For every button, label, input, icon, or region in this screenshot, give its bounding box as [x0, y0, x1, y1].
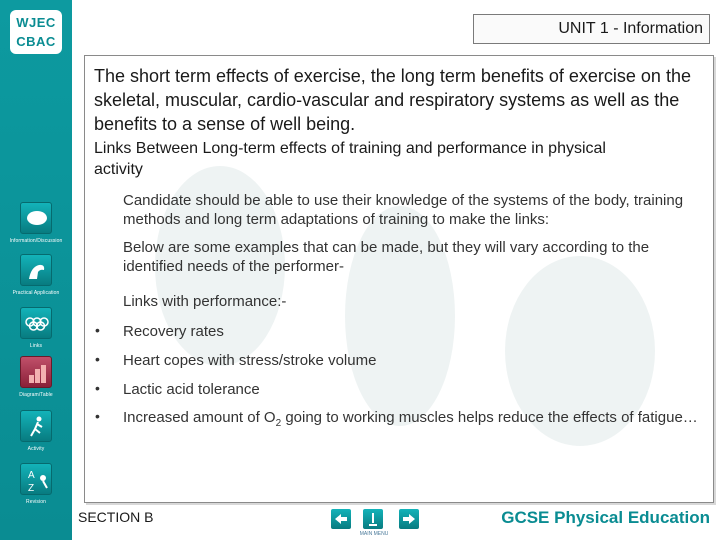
speech-bubble-icon[interactable]	[20, 202, 52, 234]
bullet-symbol: •	[95, 351, 100, 367]
bullet-text-sub: 2	[275, 418, 282, 429]
sidebar	[0, 0, 72, 540]
main-menu-icon[interactable]	[363, 509, 383, 529]
main-menu-label[interactable]: MAIN MENU	[359, 531, 389, 537]
section-label: SECTION B	[78, 509, 154, 525]
bullet-symbol: •	[95, 380, 100, 396]
sidebar-item-information[interactable]	[0, 202, 72, 244]
az-icon[interactable]	[20, 463, 52, 495]
sidebar-item-label: Activity	[27, 446, 45, 452]
previous-arrow-icon[interactable]	[331, 509, 351, 529]
logo-line-1: WJEC	[16, 15, 56, 30]
svg-text:Z: Z	[28, 483, 35, 494]
sidebar-item-label: Revision	[26, 499, 46, 505]
sidebar-item-label: Practical Application	[12, 290, 60, 296]
wjec-logo	[10, 10, 62, 54]
bullet-symbol: •	[95, 322, 100, 338]
next-arrow-icon[interactable]	[399, 509, 419, 529]
sidebar-item-diagram[interactable]	[0, 356, 72, 398]
page-subheading: Links Between Long-term effects of training and performance in physical activity	[94, 140, 606, 178]
arm-icon[interactable]	[20, 254, 52, 286]
sidebar-item-links[interactable]	[0, 307, 72, 349]
bar-chart-icon[interactable]	[20, 356, 52, 388]
bullet-item: Lactic acid tolerance	[123, 381, 260, 398]
unit-title: UNIT 1 - Information	[473, 14, 710, 44]
sidebar-item-revision[interactable]	[0, 463, 72, 505]
svg-text:A: A	[28, 470, 35, 481]
sidebar-item-activity[interactable]	[0, 410, 72, 452]
sidebar-item-label: Diagram/Table	[19, 392, 53, 398]
bullet-symbol: •	[95, 408, 100, 424]
sidebar-item-label: Information/Discussion	[9, 238, 63, 244]
logo-line-2: CBAC	[16, 34, 56, 49]
sidebar-item-label: Links	[29, 343, 43, 349]
runner-icon[interactable]	[20, 410, 52, 442]
bullet-text-pre: Increased amount of O	[123, 409, 276, 426]
paragraph-candidate: Candidate should be able to use their knowledge of the systems of the body, training methods and long term adaptations of training to make the links:	[123, 192, 684, 228]
page-heading: The short term effects of exercise, the long term benefits of exercise on the skeletal, muscular, cardio-vascular and respiratory systems as well as the benefits to a sense of well being.	[94, 66, 691, 134]
bullet-item-oxygen	[123, 408, 698, 433]
paragraph-links-heading: Links with performance:-	[123, 293, 287, 310]
brand-title: GCSE Physical Education	[501, 508, 710, 527]
bullet-item: Recovery rates	[123, 323, 224, 340]
bullet-item: Heart copes with stress/stroke volume	[123, 352, 377, 369]
sidebar-item-practical[interactable]	[0, 254, 72, 296]
rings-icon[interactable]	[20, 307, 52, 339]
paragraph-examples: Below are some examples that can be made, but they will vary according to the identified needs of the performer-	[123, 239, 650, 275]
bullet-text-post: going to working muscles helps reduce the effects of fatigue…	[281, 409, 698, 426]
